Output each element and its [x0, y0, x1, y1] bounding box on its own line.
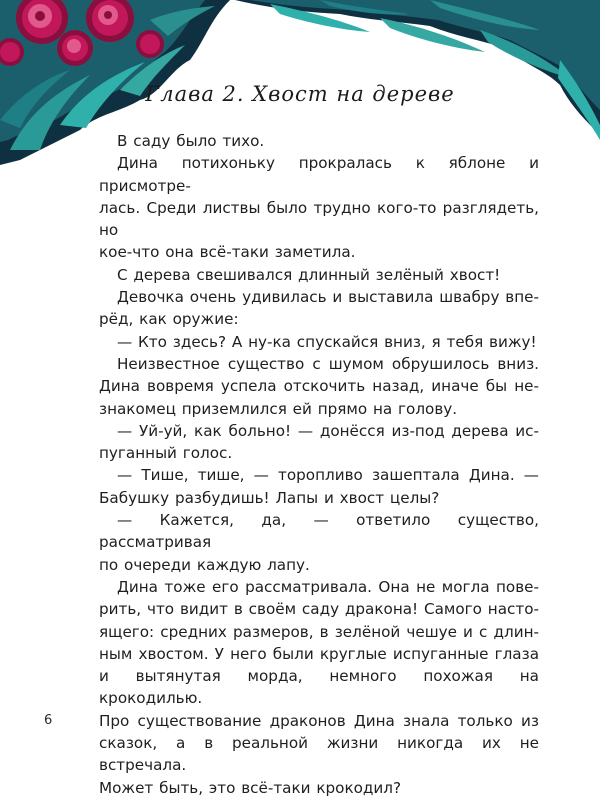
page-number: 6	[44, 713, 53, 728]
text-line: знакомец приземлился ей прямо на голову.	[99, 399, 458, 418]
text-line: Дина вовремя успела отскочить назад, иначе бы не-	[99, 377, 539, 396]
story-text	[99, 130, 539, 799]
text-line: ящего: средних размеров, в зелёной чешуе и с длин-	[99, 622, 539, 641]
text-line: кое-что она всё-таки заметила.	[99, 243, 356, 262]
paragraph	[99, 331, 539, 353]
paragraph	[99, 353, 539, 420]
text-line: пуганный голос.	[99, 444, 233, 463]
text-line: — Кажется, да, — ответило существо, рассматривая	[99, 511, 539, 552]
paragraph	[99, 264, 539, 286]
text-line: Про существование драконов Дина знала только из	[99, 711, 539, 730]
text-line: Бабушку разбудишь! Лапы и хвост целы?	[99, 488, 440, 507]
paragraph	[99, 286, 539, 331]
paragraph	[99, 576, 539, 799]
text-line: В саду было тихо.	[117, 132, 265, 150]
chapter-title: Глава 2. Хвост на дереве	[145, 82, 455, 106]
paragraph	[99, 130, 539, 152]
text-line: ным хвостом. У него были круглые испуганные глаза	[99, 644, 539, 663]
text-line: — Тише, тише, — торопливо зашептала Дина. —	[117, 466, 539, 485]
text-line: С дерева свешивался длинный зелёный хвост!	[117, 265, 501, 284]
text-line: рить, что видит в своём саду дракона! Самого насто-	[99, 600, 539, 619]
text-line: лась. Среди листвы было трудно кого-то разглядеть, но	[99, 198, 539, 240]
text-line: рёд, как оружие:	[99, 310, 239, 329]
text-line: — Кто здесь? А ну-ка спускайся вниз, я тебя вижу!	[117, 332, 537, 351]
paragraph	[99, 420, 539, 465]
text-line: — Уй-уй, как больно! — донёсся из-под дерева ис-	[117, 421, 539, 440]
text-line: Может быть, это всё-таки крокодил?	[99, 778, 402, 797]
text-line: Дина тоже его рассматривала. Она не могла пове-	[117, 577, 539, 596]
paragraph	[99, 509, 539, 576]
text-line: и вытянутая морда, немного похожая на крокодилью.	[99, 667, 539, 708]
text-line: Неизвестное существо с шумом обрушилось вниз.	[117, 354, 539, 373]
paragraph	[99, 464, 539, 509]
leaf-cluster-right-icon	[235, 0, 600, 140]
text-line: по очереди каждую лапу.	[99, 555, 310, 574]
paragraph	[99, 152, 539, 263]
text-line: сказок, а в реальной жизни никогда их не встречала.	[99, 734, 539, 775]
text-line: Дина потихоньку прокралась к яблоне и присмотре-	[99, 154, 539, 195]
text-line: Девочка очень удивилась и выставила швабру впе-	[117, 288, 539, 307]
